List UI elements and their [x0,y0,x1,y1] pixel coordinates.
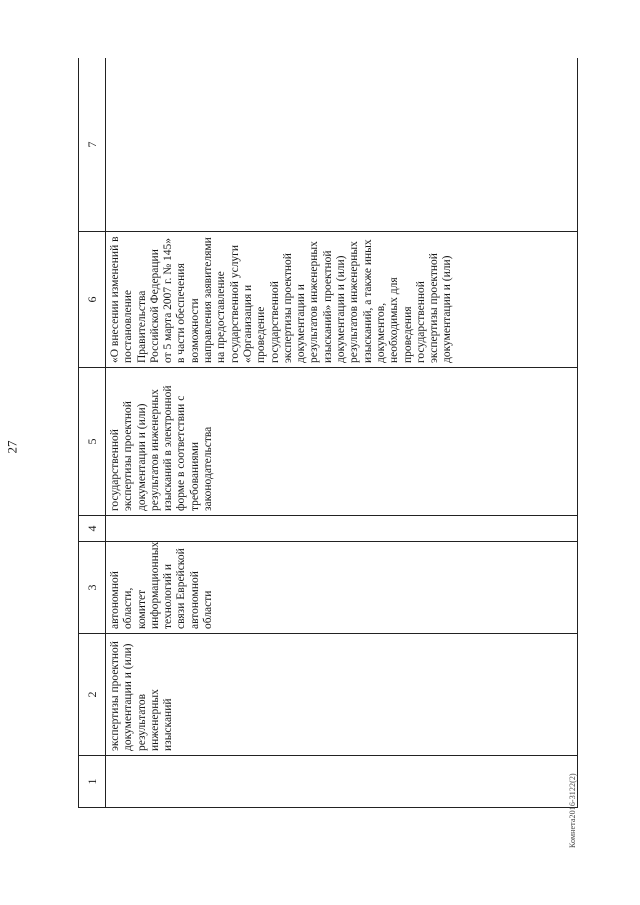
cell-col-6: «О внесении изменений в постановление Правительства Российской Федерации от 5 марта 2007 г. № 145» в части обеспечения возможности направления заявителями на предоставление государственной услуги «Организация и проведение государственной экспертизы проектной документации и результатов инженерных изысканий» проектной документации и (или) результатов инженерных изысканий, а также иных документов, необходимых для проведения государственной экспертизы проектной документации и (или) [106,232,578,368]
col-header-7: 7 [79,58,106,232]
page-number: 27 [4,440,20,454]
col-header-4: 4 [79,516,106,542]
col-header-5: 5 [79,368,106,516]
col-header-3: 3 [79,542,106,634]
cell-col-5: государственной экспертизы проектной документации и (или) результатов инженерных изысканий в электронной форме в соответствии с требованиями законодательства [106,368,578,516]
cell-col-4 [106,516,578,542]
col-header-2: 2 [79,634,106,756]
cell-col-7 [106,58,578,232]
cell-col-2: экспертизы проектной документации и (или) результатов инженерных изысканий [106,634,578,756]
col-header-6: 6 [79,232,106,368]
header-row [79,58,106,808]
cell-col-3: автономной области, комитет информационных технологий и связи Еврейской автономной области [106,542,578,634]
document-code: Комнета2016-3122(2) [568,773,577,848]
cell-col-1 [106,756,578,808]
document-table [78,58,578,808]
col-header-1: 1 [79,756,106,808]
table-row [106,58,578,808]
